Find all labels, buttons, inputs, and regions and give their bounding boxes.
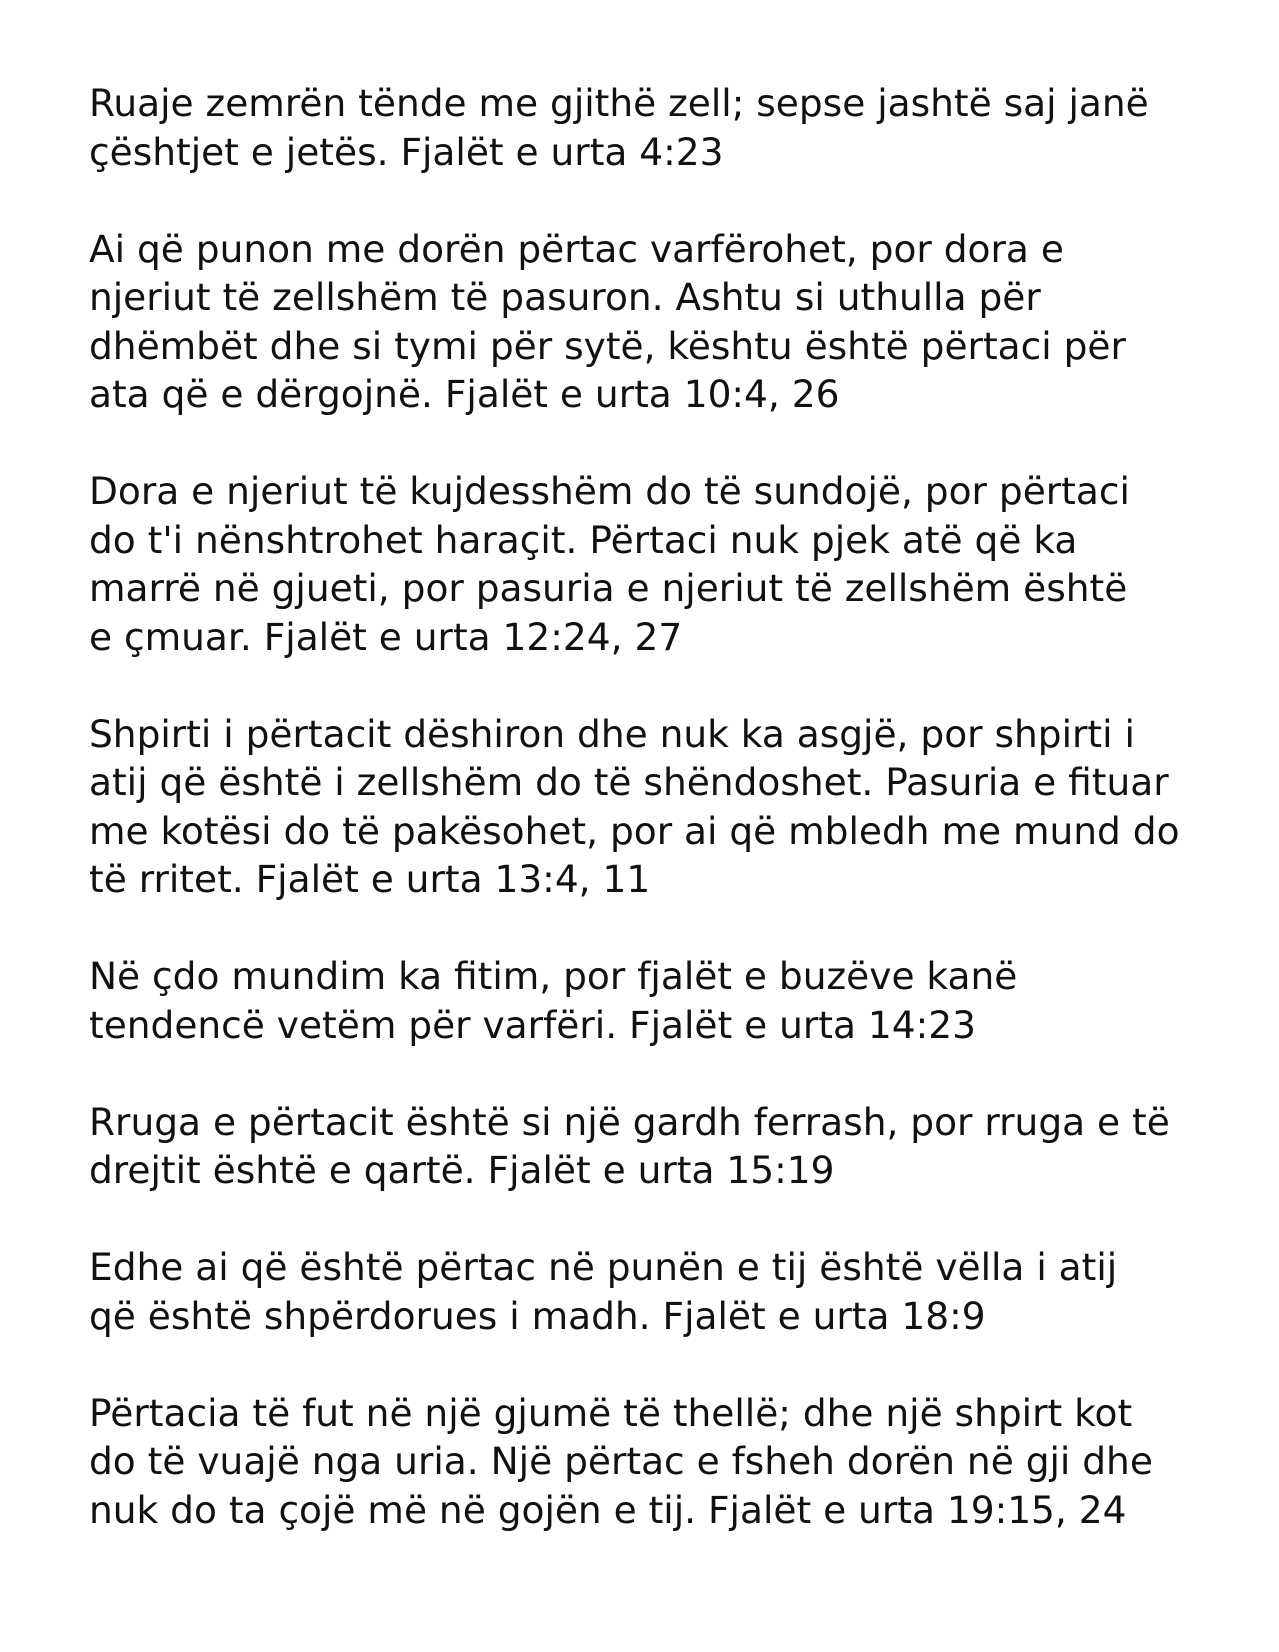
text-line: dhëmbët dhe si tymi për sytë, kështu është përtaci për bbox=[89, 323, 1126, 368]
text-line: Përtacia të fut në një gjumë të thellë; dhe një shpirt kot bbox=[89, 1390, 1133, 1435]
text-line: do të vuajë nga uria. Një përtac e fsheh dorën në gji dhe bbox=[89, 1439, 1153, 1483]
text-line: Edhe ai që është përtac në punën e tij është vëlla i atij bbox=[89, 1245, 1118, 1289]
verse-paragraph-proverbs-14-23 bbox=[89, 952, 1199, 1049]
text-line: njeriut të zellshëm të pasuron. Ashtu si uthulla për bbox=[89, 275, 1041, 319]
text-line: Shpirti i përtacit dëshiron dhe nuk ka asgjë, por shpirti i bbox=[89, 711, 1135, 756]
verse-paragraph-proverbs-13-4-11 bbox=[89, 710, 1199, 904]
text-line: marrë në gjueti, por pasuria e njeriut të zellshëm është bbox=[89, 566, 1128, 610]
text-line: Në çdo mundim ka fitim, por fjalët e buzëve kanë bbox=[89, 954, 1018, 998]
text-line: do t'i nënshtrohet haraçit. Përtaci nuk pjek atë që ka bbox=[89, 517, 1078, 562]
text-line: tendencë vetëm për varfëri. Fjalët e urta 14:23 bbox=[89, 1002, 976, 1047]
verse-paragraph-proverbs-18-9 bbox=[89, 1243, 1199, 1340]
verse-paragraph-proverbs-15-19 bbox=[89, 1098, 1199, 1195]
text-line: Ruaje zemrën tënde me gjithë zell; sepse jashtë saj janë bbox=[89, 81, 1149, 125]
text-line: të rritet. Fjalët e urta 13:4, 11 bbox=[89, 857, 651, 901]
text-line: e çmuar. Fjalët e urta 12:24, 27 bbox=[89, 614, 683, 659]
document-page bbox=[89, 79, 1199, 1583]
text-line: Rruga e përtacit është si një gardh ferrash, por rruga e të bbox=[89, 1099, 1170, 1144]
verse-paragraph-proverbs-4-23 bbox=[89, 79, 1199, 176]
text-line: me kotësi do të pakësohet, por ai që mbledh me mund do bbox=[89, 808, 1180, 853]
verse-paragraph-proverbs-10-4-26 bbox=[89, 225, 1199, 419]
verse-paragraph-proverbs-19-15-24 bbox=[89, 1389, 1199, 1535]
text-line: Dora e njeriut të kujdesshëm do të sundojë, por përtaci bbox=[89, 469, 1130, 513]
text-line: drejtit është e qartë. Fjalët e urta 15:19 bbox=[89, 1148, 835, 1192]
text-line: çështjet e jetës. Fjalët e urta 4:23 bbox=[89, 129, 724, 174]
text-line: ata që e dërgojnë. Fjalët e urta 10:4, 26 bbox=[89, 372, 840, 416]
text-line: që është shpërdorues i madh. Fjalët e urta 18:9 bbox=[89, 1293, 986, 1338]
text-line: atij që është i zellshëm do të shëndoshet. Pasuria e fituar bbox=[89, 760, 1169, 804]
text-line: Ai që punon me dorën përtac varfërohet, por dora e bbox=[89, 226, 1064, 271]
text-line: nuk do ta çojë më në gojën e tij. Fjalët e urta 19:15, 24 bbox=[89, 1487, 1127, 1532]
verse-paragraph-proverbs-12-24-27 bbox=[89, 467, 1199, 661]
